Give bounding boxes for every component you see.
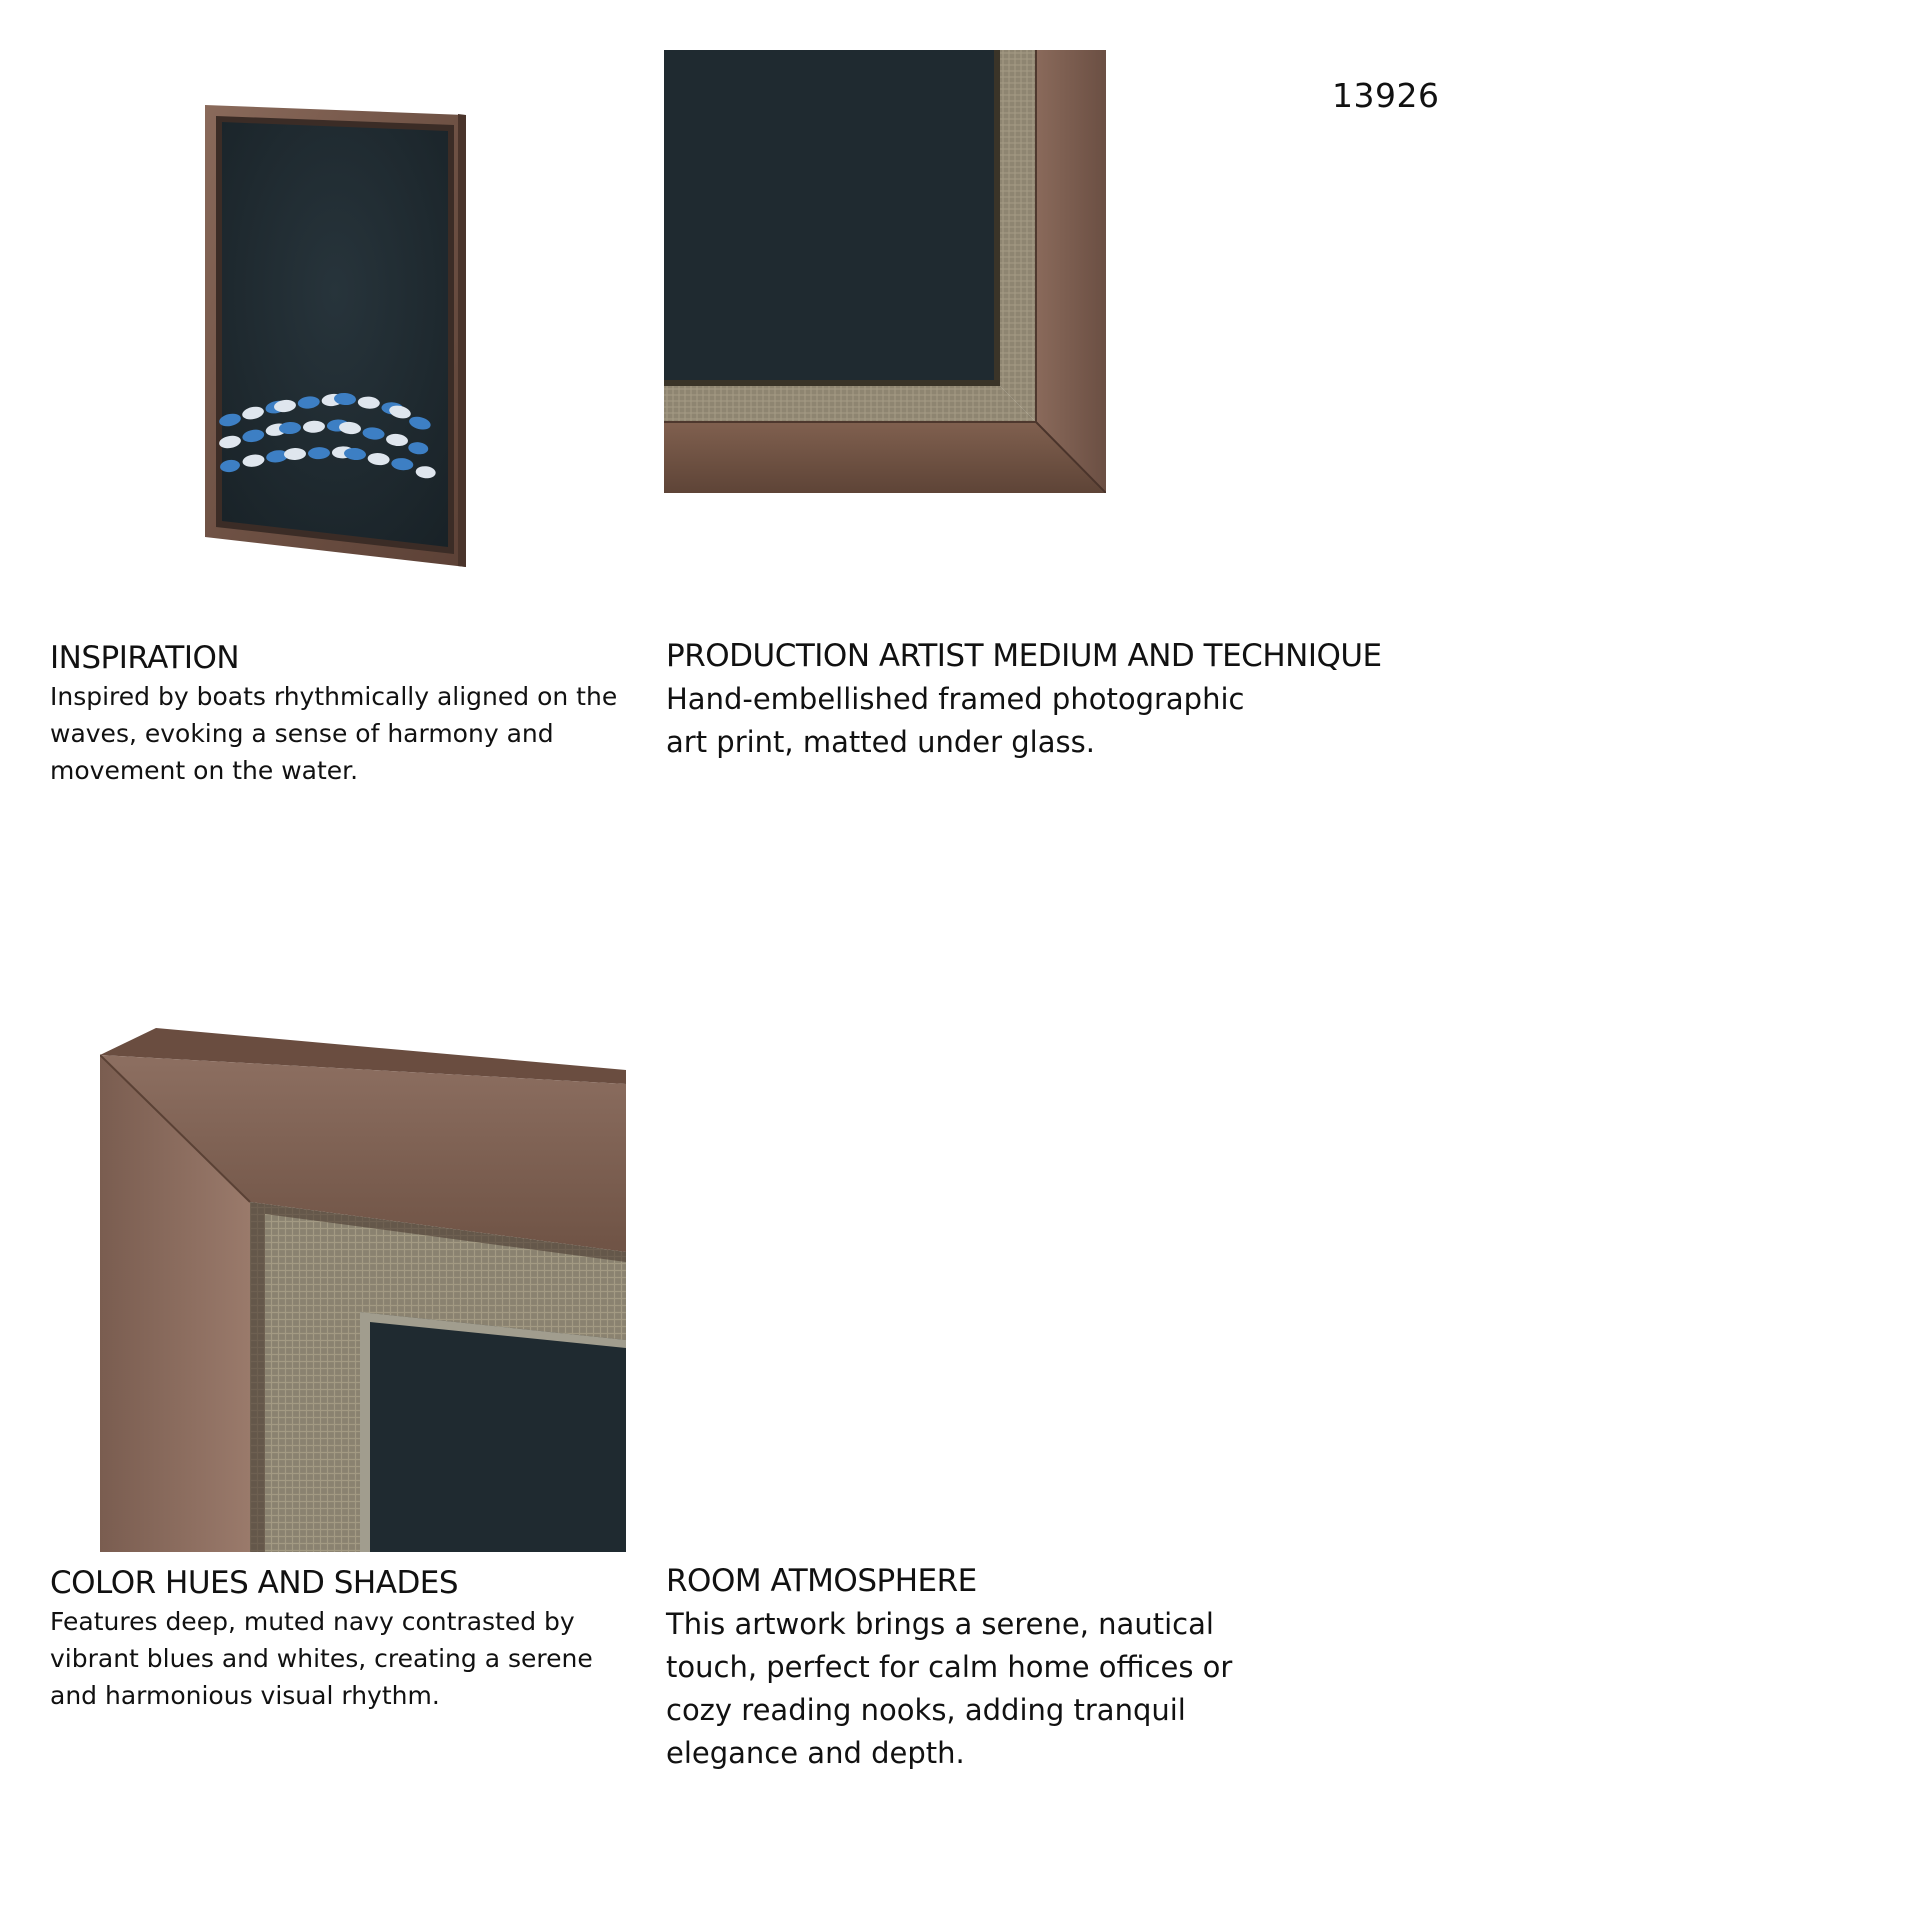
inspiration-line: movement on the water. xyxy=(50,756,359,785)
room-body xyxy=(666,1603,1266,1775)
production-line: Hand-embellished framed photographic xyxy=(666,682,1245,716)
inspiration-body xyxy=(50,678,630,789)
frame-closeup-image xyxy=(100,1022,626,1552)
color-heading: COLOR HUES AND SHADES xyxy=(50,1565,459,1601)
color-body xyxy=(50,1603,630,1714)
room-line: This artwork brings a serene, nautical xyxy=(666,1607,1214,1641)
room-line: touch, perfect for calm home offices or xyxy=(666,1650,1233,1684)
room-heading: ROOM ATMOSPHERE xyxy=(666,1563,977,1599)
room-line: elegance and depth. xyxy=(666,1736,965,1770)
room-line: cozy reading nooks, adding tranquil xyxy=(666,1693,1186,1727)
production-heading: PRODUCTION ARTIST MEDIUM AND TECHNIQUE xyxy=(666,638,1382,674)
inspiration-line: waves, evoking a sense of harmony and xyxy=(50,719,554,748)
product-code: 13926 xyxy=(1332,76,1440,115)
inspiration-heading: INSPIRATION xyxy=(50,640,240,676)
color-line: vibrant blues and whites, creating a serene xyxy=(50,1644,593,1673)
color-line: Features deep, muted navy contrasted by xyxy=(50,1607,575,1636)
framed-artwork-image xyxy=(160,90,480,590)
inspiration-line: Inspired by boats rhythmically aligned on the xyxy=(50,682,618,711)
color-line: and harmonious visual rhythm. xyxy=(50,1681,440,1710)
production-body xyxy=(666,678,1266,764)
frame-corner-image xyxy=(664,50,1106,493)
production-line: art print, matted under glass. xyxy=(666,725,1095,759)
